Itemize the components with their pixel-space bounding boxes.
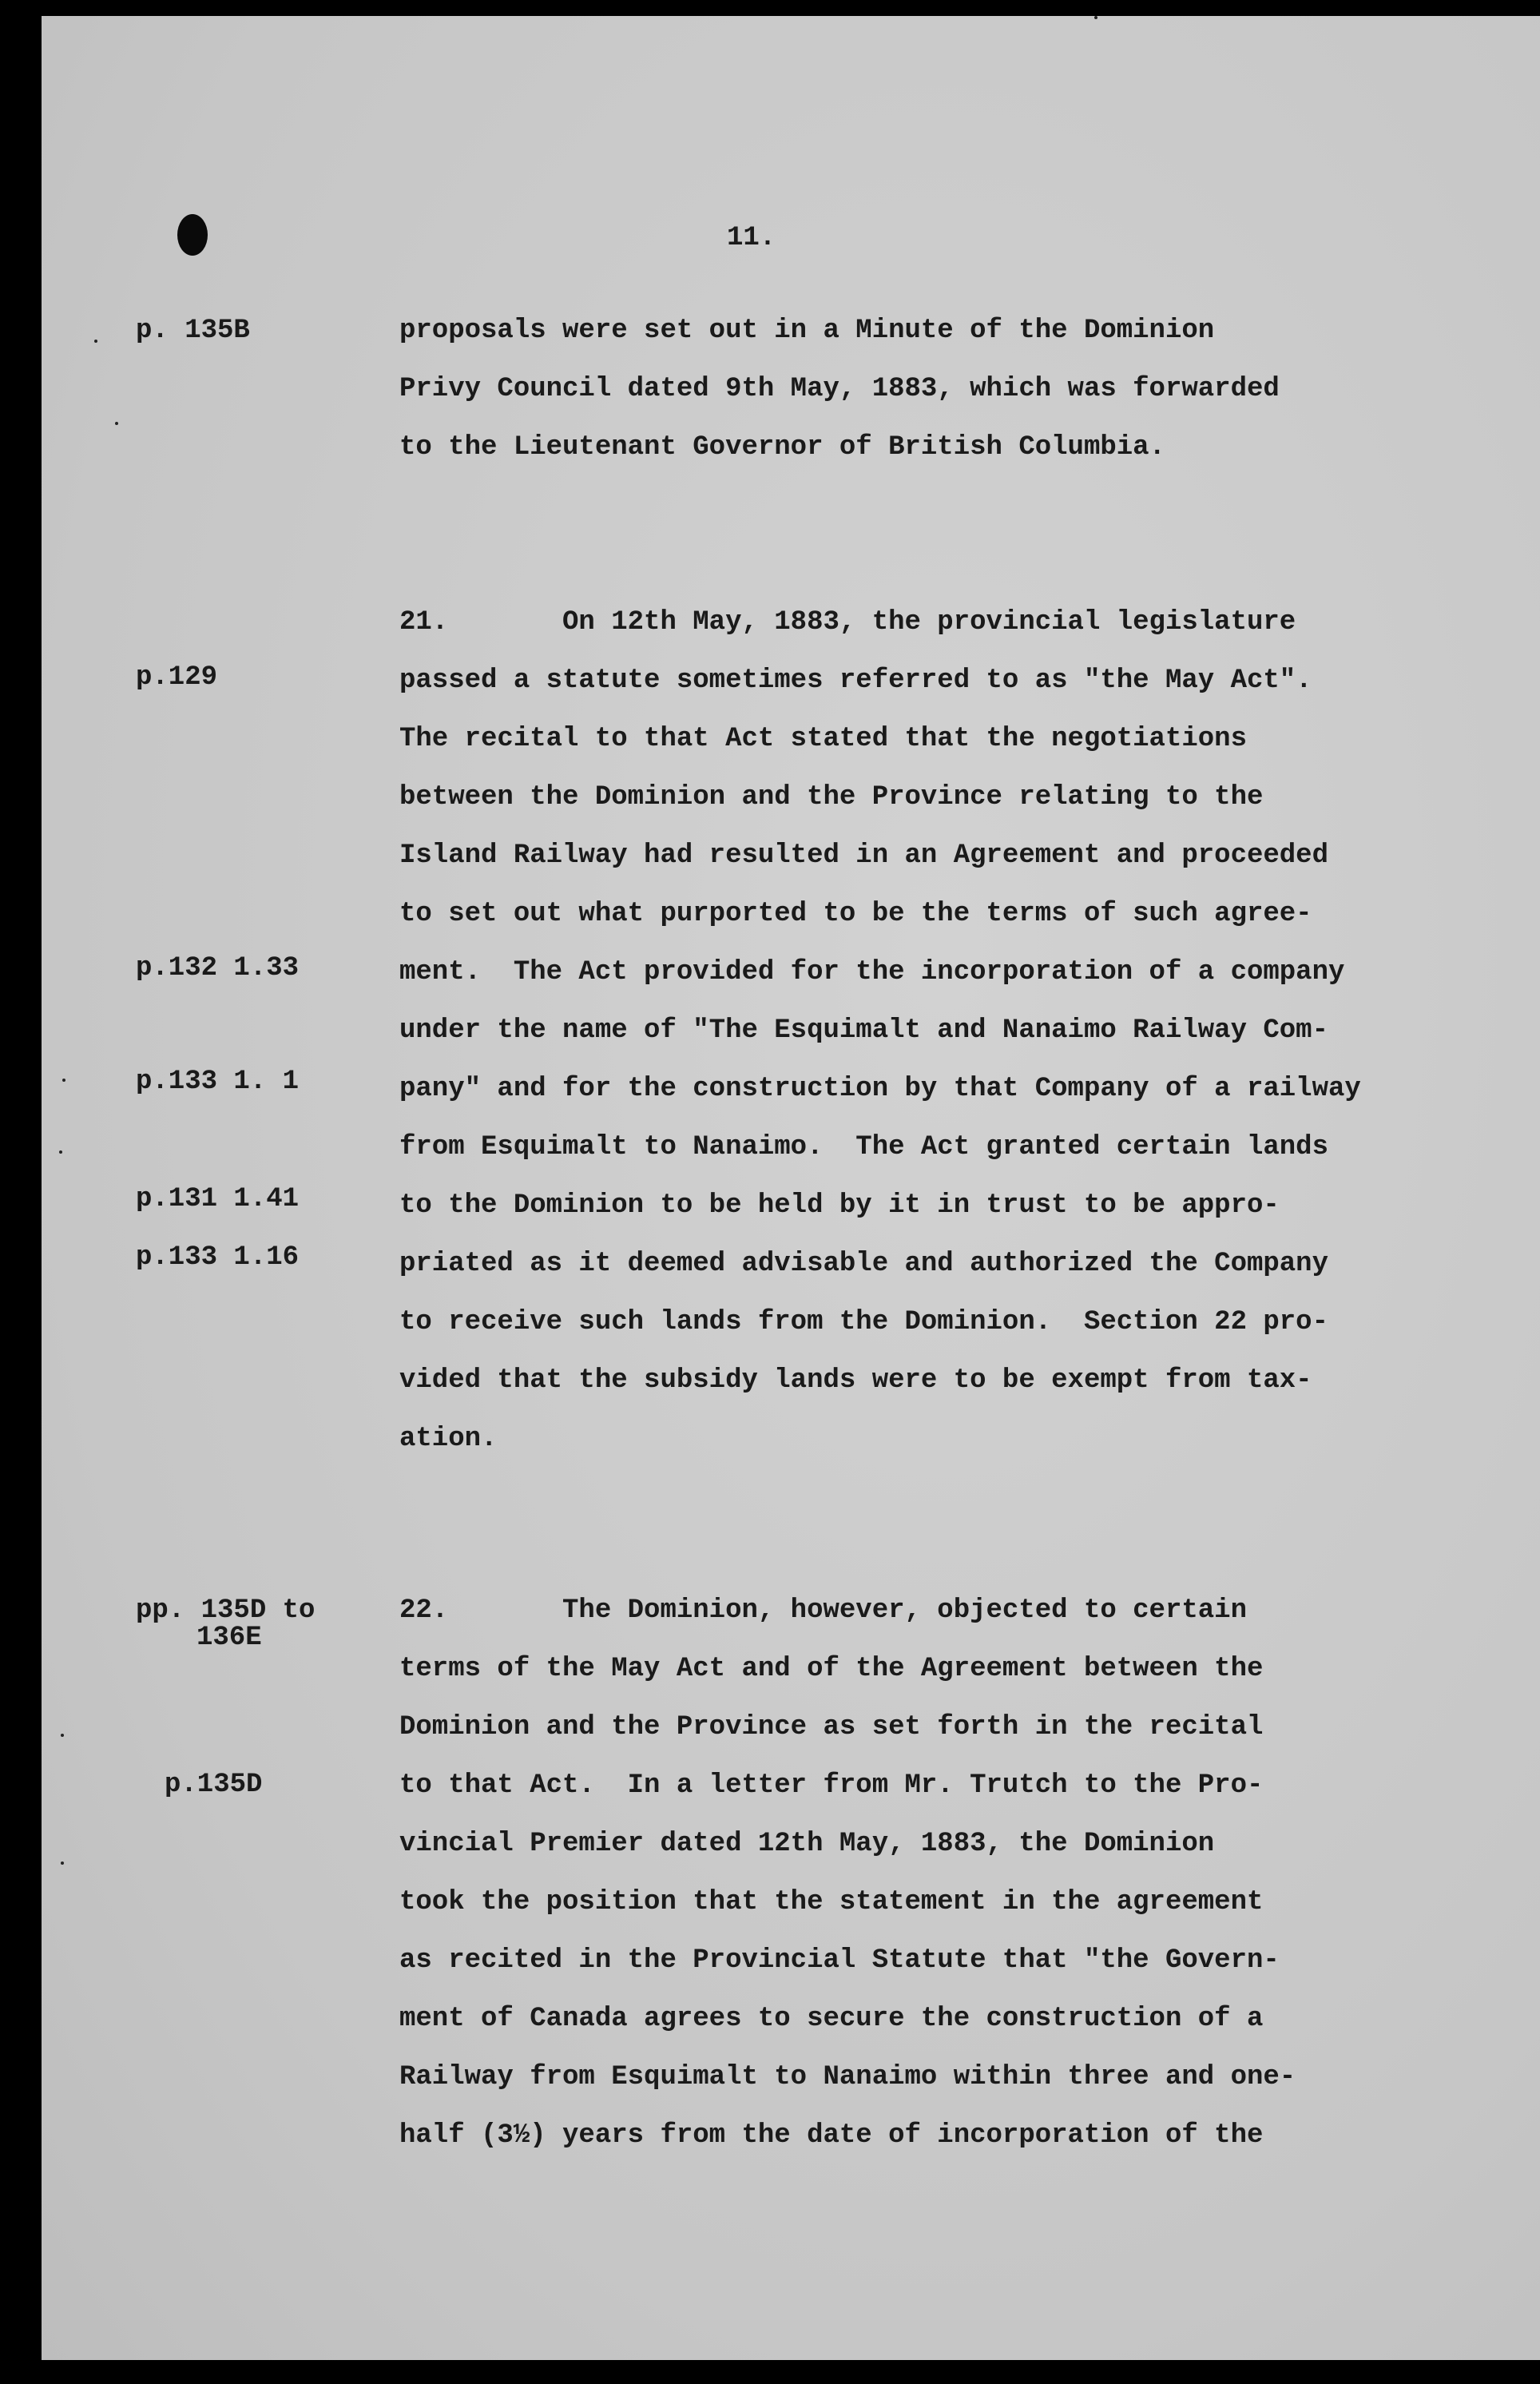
body-line: terms of the May Act and of the Agreement between the bbox=[399, 1654, 1264, 1684]
margin-note: p.132 1.33 bbox=[136, 953, 300, 983]
body-line: to receive such lands from the Dominion. Section 22 pro- bbox=[399, 1307, 1328, 1337]
margin-note: 136E bbox=[196, 1623, 262, 1653]
body-line: to the Lieutenant Governor of British Columbia. bbox=[399, 432, 1165, 463]
speck bbox=[61, 1862, 64, 1865]
body-line: under the name of "The Esquimalt and Nanaimo Railway Com- bbox=[399, 1015, 1328, 1046]
speck bbox=[94, 340, 97, 343]
body-line: between the Dominion and the Province relating to the bbox=[399, 782, 1264, 813]
body-line: as recited in the Provincial Statute that "the Govern- bbox=[399, 1945, 1280, 1976]
margin-note: p. 135B bbox=[136, 316, 250, 346]
body-line: ation. bbox=[399, 1424, 498, 1454]
paragraph-21-start: 21. On 12th May, 1883, the provincial legislature bbox=[399, 607, 1296, 638]
speck bbox=[62, 1079, 65, 1082]
body-line: took the position that the statement in the agreement bbox=[399, 1887, 1264, 1917]
body-line: half (3½) years from the date of incorporation of the bbox=[399, 2120, 1264, 2151]
body-line: from Esquimalt to Nanaimo. The Act granted certain lands bbox=[399, 1132, 1328, 1162]
page-number: 11. bbox=[727, 223, 776, 253]
body-line: vided that the subsidy lands were to be exempt from tax- bbox=[399, 1365, 1312, 1396]
body-line: Railway from Esquimalt to Nanaimo within three and one- bbox=[399, 2062, 1296, 2092]
margin-note: p.129 bbox=[136, 662, 218, 693]
body-line: Island Railway had resulted in an Agreement and proceeded bbox=[399, 840, 1328, 871]
body-line: ment of Canada agrees to secure the construction of a bbox=[399, 2004, 1264, 2034]
margin-note: p.131 1.41 bbox=[136, 1184, 300, 1214]
body-line: to set out what purported to be the terms of such agree- bbox=[399, 899, 1312, 929]
body-line: Dominion and the Province as set forth in the recital bbox=[399, 1712, 1264, 1742]
paragraph-22-start: 22. The Dominion, however, objected to certain bbox=[399, 1595, 1247, 1626]
speck bbox=[115, 422, 118, 425]
body-line: vincial Premier dated 12th May, 1883, the Dominion bbox=[399, 1829, 1215, 1859]
punch-hole bbox=[177, 214, 208, 256]
margin-note: pp. 135D to bbox=[136, 1595, 316, 1626]
body-line: The recital to that Act stated that the negotiations bbox=[399, 724, 1247, 754]
speck bbox=[59, 1150, 62, 1154]
body-line: pany" and for the construction by that Company of a railway bbox=[399, 1074, 1361, 1104]
speck bbox=[1094, 16, 1097, 19]
body-line: to the Dominion to be held by it in trust to be appro- bbox=[399, 1190, 1280, 1221]
body-line: priated as it deemed advisable and authorized the Company bbox=[399, 1249, 1328, 1279]
body-line: to that Act. In a letter from Mr. Trutch to the Pro- bbox=[399, 1770, 1264, 1801]
margin-note: p.135D bbox=[165, 1770, 263, 1800]
body-line: proposals were set out in a Minute of the Dominion bbox=[399, 316, 1215, 346]
body-line: ment. The Act provided for the incorporation of a company bbox=[399, 957, 1345, 987]
body-line: Privy Council dated 9th May, 1883, which was forwarded bbox=[399, 374, 1280, 404]
margin-note: p.133 1.16 bbox=[136, 1242, 300, 1273]
speck bbox=[61, 1734, 64, 1737]
margin-note: p.133 1. 1 bbox=[136, 1067, 300, 1097]
body-line: passed a statute sometimes referred to as "the May Act". bbox=[399, 666, 1312, 696]
